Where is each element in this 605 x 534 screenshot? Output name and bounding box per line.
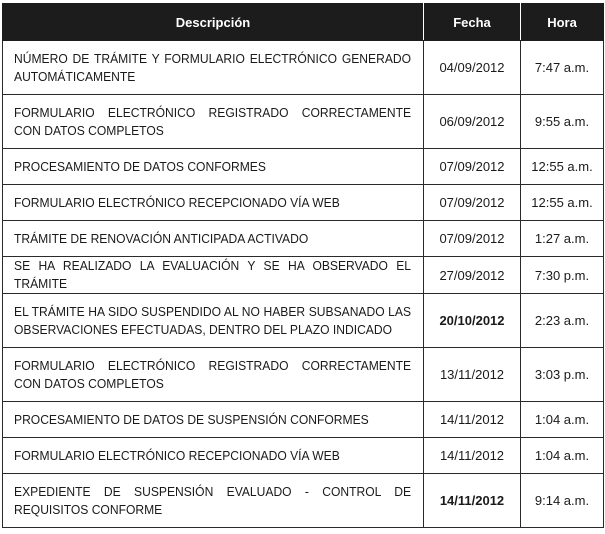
table-row	[3, 95, 604, 149]
time-cell: 9:14 a.m.	[521, 474, 604, 528]
date-cell: 07/09/2012	[424, 221, 521, 257]
description-cell: EXPEDIENTE DE SUSPENSIÓN EVALUADO - CONTROL DE REQUISITOS CONFORME	[3, 474, 424, 528]
header-row	[3, 4, 604, 41]
description-cell: FORMULARIO ELECTRÓNICO RECEPCIONADO VÍA WEB	[3, 185, 424, 221]
table-row	[3, 257, 604, 294]
table-row	[3, 221, 604, 257]
time-cell: 12:55 a.m.	[521, 185, 604, 221]
date-cell: 14/11/2012	[424, 402, 521, 438]
table-row	[3, 402, 604, 438]
description-cell: EL TRÁMITE HA SIDO SUSPENDIDO AL NO HABER SUBSANADO LAS OBSERVACIONES EFECTUADAS, DENTRO DEL PLAZO INDICADO	[3, 294, 424, 348]
date-cell: 14/11/2012	[424, 474, 521, 528]
description-cell: SE HA REALIZADO LA EVALUACIÓN Y SE HA OBSERVADO EL TRÁMITE	[3, 257, 424, 294]
description-cell: PROCESAMIENTO DE DATOS DE SUSPENSIÓN CONFORMES	[3, 402, 424, 438]
description-cell: NÚMERO DE TRÁMITE Y FORMULARIO ELECTRÓNICO GENERADO AUTOMÁTICAMENTE	[3, 41, 424, 95]
table-row	[3, 474, 604, 528]
description-cell: FORMULARIO ELECTRÓNICO REGISTRADO CORRECTAMENTE CON DATOS COMPLETOS	[3, 348, 424, 402]
time-cell: 12:55 a.m.	[521, 149, 604, 185]
description-cell: FORMULARIO ELECTRÓNICO RECEPCIONADO VÍA WEB	[3, 438, 424, 474]
date-cell: 27/09/2012	[424, 257, 521, 294]
description-cell: TRÁMITE DE RENOVACIÓN ANTICIPADA ACTIVADO	[3, 221, 424, 257]
table-row	[3, 149, 604, 185]
column-header-date: Fecha	[424, 4, 521, 41]
date-cell: 07/09/2012	[424, 185, 521, 221]
date-cell: 13/11/2012	[424, 348, 521, 402]
date-cell: 06/09/2012	[424, 95, 521, 149]
procedure-log-table	[2, 3, 604, 528]
time-cell: 3:03 p.m.	[521, 348, 604, 402]
column-header-time: Hora	[521, 4, 604, 41]
time-cell: 1:04 a.m.	[521, 438, 604, 474]
column-header-description: Descripción	[3, 4, 424, 41]
time-cell: 9:55 a.m.	[521, 95, 604, 149]
date-cell: 14/11/2012	[424, 438, 521, 474]
table-row	[3, 185, 604, 221]
date-cell: 07/09/2012	[424, 149, 521, 185]
table-row	[3, 41, 604, 95]
time-cell: 1:27 a.m.	[521, 221, 604, 257]
time-cell: 1:04 a.m.	[521, 402, 604, 438]
table-row	[3, 438, 604, 474]
description-cell: PROCESAMIENTO DE DATOS CONFORMES	[3, 149, 424, 185]
time-cell: 2:23 a.m.	[521, 294, 604, 348]
date-cell: 20/10/2012	[424, 294, 521, 348]
time-cell: 7:30 p.m.	[521, 257, 604, 294]
table-row	[3, 348, 604, 402]
table-row	[3, 294, 604, 348]
time-cell: 7:47 a.m.	[521, 41, 604, 95]
date-cell: 04/09/2012	[424, 41, 521, 95]
description-cell: FORMULARIO ELECTRÓNICO REGISTRADO CORRECTAMENTE CON DATOS COMPLETOS	[3, 95, 424, 149]
